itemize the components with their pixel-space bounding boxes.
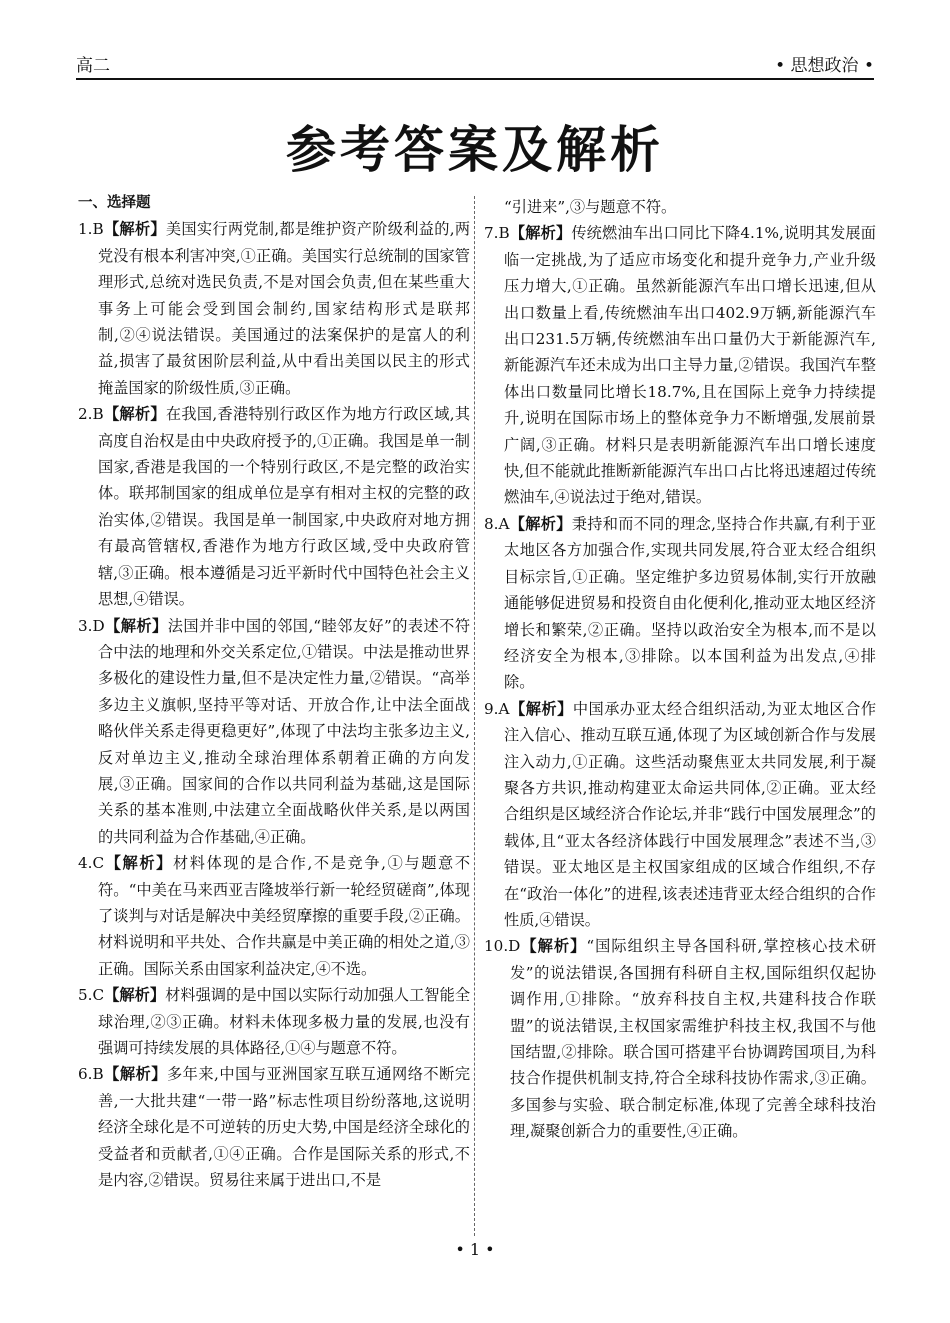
analysis-tag: 【解析】 [509,514,572,533]
analysis-text: 秉持和而不同的理念,坚持合作共赢,有利于亚太地区各方加强合作,实现共同发展,符合亚太经合组织目标宗旨,①正确。坚定维护多边贸易体制,实行开放融通能够促进贸易和投资自由化便利化,推动亚太地区经济增长和繁荣,②正确。坚持以政治安全为根本,而不是以经济安全为根本,③排除。以本国利益为出发点,④排除。 [504,514,877,692]
left-column [78,190,470,1193]
page-header [76,56,874,80]
answer-number: 10.D [484,937,521,956]
answer-item-5 [78,982,470,1061]
analysis-text: 材料强调的是中国以实际行动加强人工智能全球治理,②③正确。材料未体现多极力量的发展,也没有强调可持续发展的具体路径,①④与题意不符。 [98,986,471,1057]
analysis-text: 材料体现的是合作,不是竞争,①与题意不符。“中美在马来西亚吉隆坡举行新一轮经贸磋商”,体现了谈判与对话是解决中美经贸摩擦的重要手段,②正确。材料说明和平共处、合作共赢是中美正确的相处之道,③正确。国际关系由国家利益决定,④不选。 [98,854,471,978]
answer-item-7 [484,220,876,510]
analysis-tag: 【解析】 [520,937,587,956]
section-title: 一、选择题 [78,195,151,211]
analysis-text: 法国并非中国的邻国,“睦邻友好”的表述不符合中法的地理和外交关系定位,①错误。中法是推动世界多极化的建设性力量,但不是决定性力量,②错误。“高举多边主义旗帜,坚持平等对话、开放合作,让中法全面战略伙伴关系走得更稳更好”,体现了中法均主张多边主义,反对单边主义,推动全球治理体系朝着正确的方向发展,③正确。国家间的合作以共同利益为基础,这是国际关系的基本准则,中法建立全面战略伙伴关系,是以两国的共同利益为合作基础,④正确。 [98,616,471,846]
column-divider [474,196,476,1236]
analysis-tag: 【解析】 [104,986,166,1005]
page-title: 参考答案及解析 [286,121,664,179]
answer-number: 4.C [78,854,105,873]
continuation-text: “引进来”,③与题意不符。 [504,198,677,216]
analysis-tag: 【解析】 [509,699,573,718]
answer-number: 5.C [78,986,105,1005]
answer-number: 9.A [484,699,510,718]
analysis-tag: 【解析】 [104,854,173,873]
analysis-text: 美国实行两党制,都是维护资产阶级利益的,两党没有根本利害冲突,①正确。美国实行总统制的国家管理形式,总统对选民负责,不是对国会负责,但在某些重大事务上可能会受到国会制约,国家结构形式是联邦制,②④说法错误。美国通过的法案保护的是富人的利益,损害了最贫困阶层利益,从中看出美国以民主的形式掩盖国家的阶级性质,③正确。 [98,220,471,397]
analysis-text: “国际组织主导各国科研,掌控核心技术研发”的说法错误,各国拥有科研自主权,国际组织仅起协调作用,①排除。“放弃科技自主权,共建科技合作联盟”的说法错误,主权国家需维护科技主权,我国不与他国结盟,②排除。联合国可搭建平台协调跨国项目,为科技合作提供机制支持,符合全球科技协作需求,③正确。多国参与实验、联合制定标准,体现了完善全球科技治理,凝聚创新合力的重要性,④正确。 [510,937,877,1141]
answer-item-8 [484,511,876,696]
analysis-tag: 【解析】 [103,405,166,424]
subject-label: • 思想政治 • [775,56,874,76]
analysis-tag: 【解析】 [509,224,572,243]
analysis-tag: 【解析】 [104,616,168,635]
analysis-text: 中国承办亚太经合组织活动,为亚太地区合作注入信心、推动互联互通,体现了为区域创新合作与发展注入动力,①正确。这些活动聚焦亚太共同发展,利于凝聚各方共识,推动构建亚太命运共同体,②正确。亚太经合组织是区域经济合作论坛,并非“践行中国发展理念”的载体,且“亚太各经济体践行中国发展理念”表述不当,③错误。亚太地区是主权国家组成的区域合作组织,不存在“政治一体化”的进程,该表述违背亚太经合组织的合作性质,④错误。 [504,699,877,929]
answer-item-3 [78,613,470,851]
answer-item-4 [78,850,470,982]
answer-item-6 [78,1061,470,1193]
answer-number: 3.D [78,616,105,635]
answer-number: 7.B [484,224,510,243]
answer-item-9 [484,696,876,934]
analysis-tag: 【解析】 [103,220,166,239]
analysis-tag: 【解析】 [103,1065,167,1084]
analysis-text: 多年来,中国与亚洲国家互联互通网络不断完善,一大批共建“一带一路”标志性项目纷纷落地,这说明经济全球化是不可逆转的历史大势,中国是经济全球化的受益者和贡献者,①④正确。合作是国际关系的形式,不是内容,②错误。贸易往来属于进出口,不是 [98,1065,471,1190]
analysis-text: 传统燃油车出口同比下降4.1%,说明其发展面临一定挑战,为了适应市场变化和提升竞争力,产业升级压力增大,①正确。虽然新能源汽车出口增长迅速,但从出口数量上看,传统燃油车出口402.9万辆,新能源汽车出口231.5万辆,传统燃油车出口量仍大于新能源汽车,新能源汽车还未成为出口主导力量,②错误。我国汽车整体出口数量同比增长18.7%,且在国际上竞争力持续提升,说明在国际市场上的整体竞争力不断增强,发展前景广阔,③正确。材料只是表明新能源汽车出口增长速度快,但不能就此推断新能源汽车出口占比将迅速超过传统燃油车,④说法过于绝对,错误。 [504,224,876,507]
answer-number: 1.B [78,220,104,239]
page-number: • 1 • [455,1240,495,1259]
answer-number: 6.B [78,1065,104,1084]
analysis-text: 在我国,香港特别行政区作为地方行政区域,其高度自治权是由中央政府授予的,①正确。我国是单一制国家,香港是我国的一个特别行政区,不是完整的政治实体。联邦制国家的组成单位是享有相对主权的完整的政治实体,②错误。我国是单一制国家,中央政府对地方拥有最高管辖权,香港作为地方行政区域,受中央政府管辖,③正确。根本遵循是习近平新时代中国特色社会主义思想,④错误。 [98,405,471,609]
answer-item-10 [484,933,876,1144]
right-column [484,194,876,1145]
answer-item-2 [78,401,470,612]
answer-number: 2.B [78,405,104,424]
grade-label: 高二 [76,56,110,76]
answer-number: 8.A [484,514,510,533]
answer-item-1 [78,216,470,401]
